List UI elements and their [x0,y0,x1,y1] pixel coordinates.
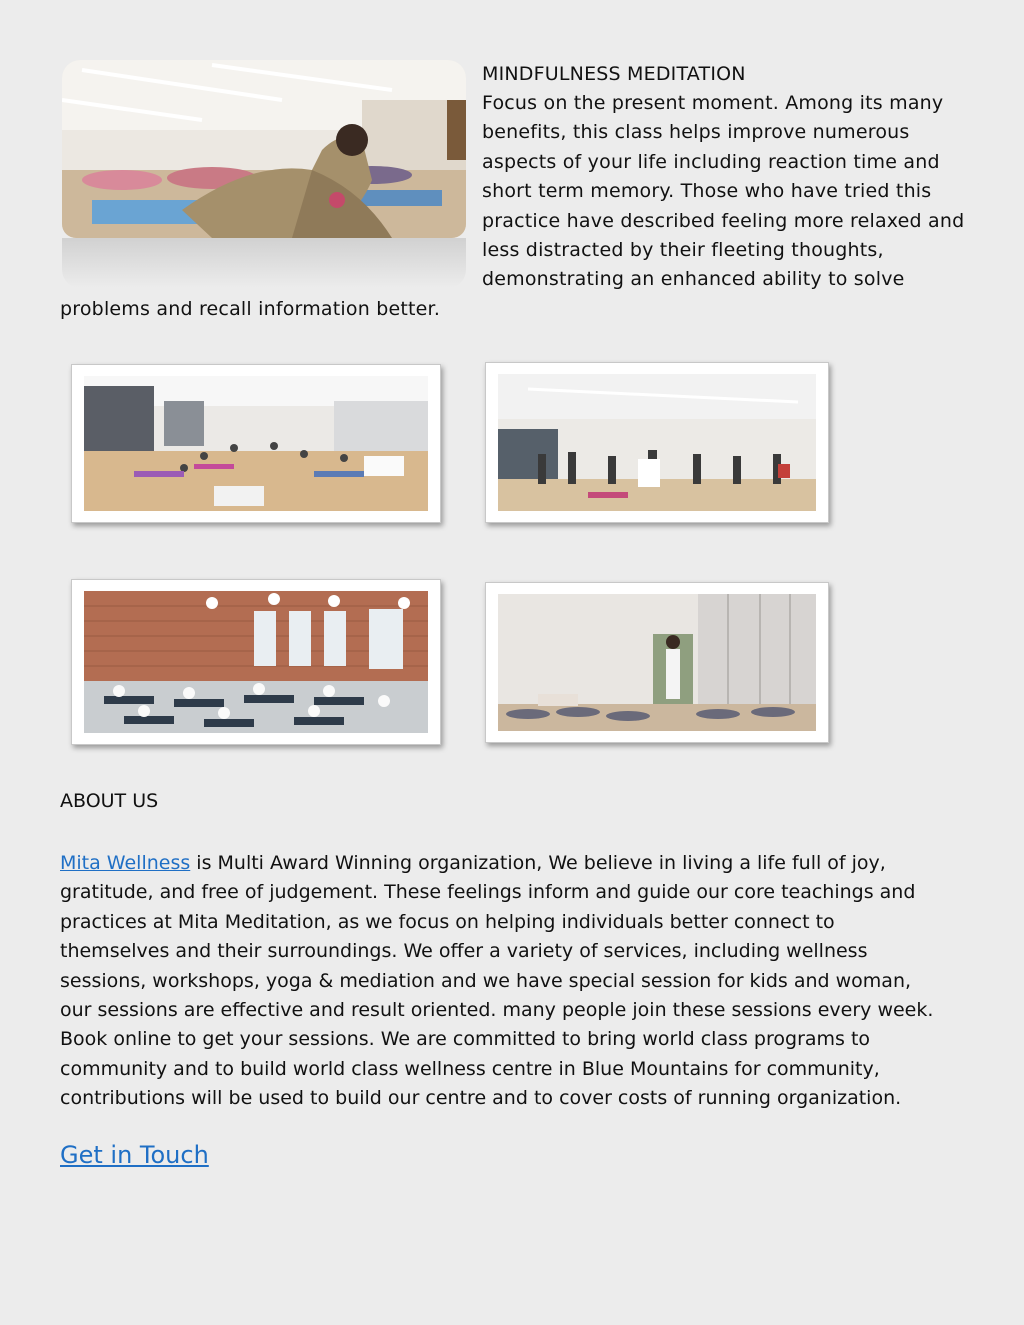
class-photo-frame [71,579,441,745]
hero-photo-reflection [62,238,466,288]
about-us-title: ABOUT US [60,790,159,812]
mita-wellness-link[interactable]: Mita Wellness [60,852,191,874]
mindfulness-line: short term memory. Those who have tried this [482,180,932,203]
about-line: gratitude, and free of judgement. These feelings inform and guide our core teachings and [60,881,916,904]
mindfulness-line: demonstrating an enhanced ability to solve [482,268,905,291]
class-photo-relaxation [498,594,816,731]
mindfulness-line: Focus on the present moment. Among its many [482,92,944,114]
class-photo-brick-studio [84,591,428,733]
about-line: Book online to get your sessions. We are committed to bring world class programs to [60,1028,871,1051]
mindfulness-description [482,89,965,295]
about-line: themselves and their surroundings. We offer a variety of services, including wellness [60,940,868,963]
class-photo-frame [485,362,829,523]
mindfulness-line: benefits, this class helps improve numerous [482,121,910,144]
about-line: contributions will be used to build our centre and to cover costs of running organization. [60,1087,902,1110]
mindfulness-line: aspects of your life including reaction time and [482,150,940,173]
about-us-description [60,849,960,1114]
about-line: our sessions are effective and result oriented. many people join these sessions every week. [60,998,934,1021]
class-photo-hall-2 [498,374,816,511]
about-line: community and to build world class wellness centre in Blue Mountains for community, [60,1057,880,1080]
mindfulness-line: less distracted by their fleeting thoughts, [482,238,884,261]
hero-meditation-photo [62,60,466,288]
mindfulness-line: problems and recall information better. [60,298,441,320]
class-photo-frame [71,364,441,523]
get-in-touch-link[interactable]: Get in Touch [60,1141,209,1169]
mindfulness-line: practice have described feeling more relaxed and [482,209,965,232]
mindfulness-title: MINDFULNESS MEDITATION [482,63,746,85]
about-line [60,849,960,878]
about-line-rest: is Multi Award Winning organization, We believe in living a life full of joy, [190,852,886,874]
about-line: practices at Mita Meditation, as we focus on helping individuals better connect to [60,910,835,933]
class-photo-frame [485,582,829,743]
class-photo-hall-1 [84,376,428,511]
about-line: sessions, workshops, yoga & mediation and we have special session for kids and woman, [60,969,912,992]
